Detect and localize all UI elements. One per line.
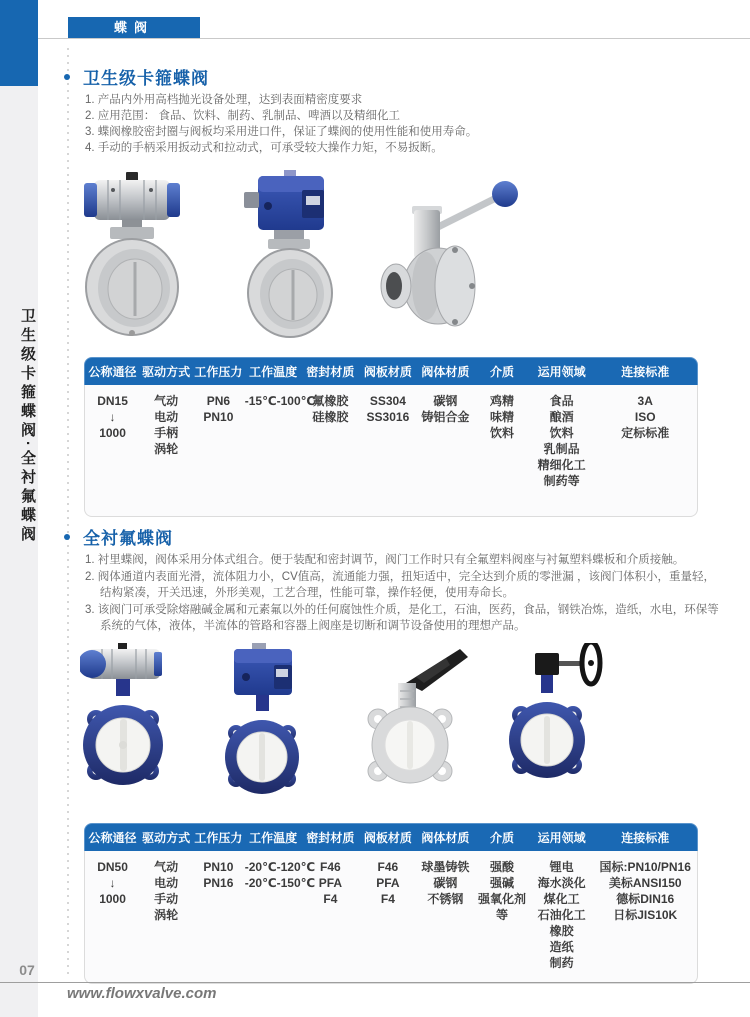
section1-features [85,92,685,156]
table-cell: F46 PFA F4 [318,860,343,906]
table-cell: DN50 ↓ 1000 [97,860,128,906]
table-cell: 强酸 强碱 强氧化剂等 [478,860,527,922]
table-cell: 国标:PN10/PN16 美标ANSI150 德标DIN16 日标JIS10K [599,860,691,922]
section1-head [64,64,209,89]
table-header-cell: 公称通径 [88,365,137,379]
table-header-cell: 连接标准 [621,831,670,845]
table-header-cell: 阀体材质 [421,831,470,845]
table-cell: 3A ISO 定标标准 [621,394,670,440]
table-cell: 食品 酿酒 饮料 乳制品 精细化工 制药等 [537,394,586,488]
table-cell: 球墨铸铁 碳钢 不锈钢 [421,860,470,906]
table-header-cell: 运用领域 [537,831,586,845]
table-header-cell: 驱动方式 [142,365,191,379]
feature-item: 3. 该阀门可承受除熔融碱金属和元素氟以外的任何腐蚀性介质，是化工，石油，医药，食品，钢铁冶炼，造纸，水电，环保等系统的气体，液体，半流体的管路和容器上阀座是切断和调节设备使用的理想产品。 [85,603,719,632]
electric-sanitary-clamp-valve-image [238,166,343,338]
table-header-cell: 介质 [490,831,515,845]
table-cell: 氟橡胶 硅橡胶 [312,394,349,424]
table-header-cell: 工作压力 [194,365,243,379]
bullet-icon [64,534,70,540]
table-body-row [84,851,698,984]
feature-item: 2. 阀体通道内表面光滑，流体阻力小，CV值高，流通能力强，扭矩适中，完全达到介质的零泄漏 ，该阀门体积小，重量轻，结构紧凑，开关迅速，外形美观，工艺合理，性能可靠，操作轻便，使用寿命长。 [85,570,715,599]
feature-item: 1. 产品内外用高档抛光设备处理，达到表面精密度要求 [85,94,363,106]
table-header-row [84,823,698,851]
table-header-row [84,357,698,385]
table-header-cell: 连接标准 [621,365,670,379]
table-header-cell: 密封材质 [306,365,355,379]
table-cell: 鸡精 味精 饮料 [490,394,515,440]
table-cell: 气动 电动 手动 涡轮 [154,860,179,922]
header-divider [38,38,750,39]
table-header-cell: 工作温度 [249,831,298,845]
pneumatic-wafer-valve-image [80,641,172,799]
feature-item: 3. 蝶阀橡胶密封圈与阀板均采用进口件，保证了蝶阀的使用性能和使用寿命。 [85,126,478,138]
table-header-cell: 阀板材质 [363,831,412,845]
table-cell: PN10 PN16 [203,860,234,890]
manual-sanitary-clamp-valve-image [358,180,523,340]
sidebar-corner-block [0,0,38,86]
manual-lever-stainless-wafer-valve-image [360,643,472,795]
table-cell: -15℃-100℃ [244,394,316,408]
table-header-cell: 驱动方式 [142,831,191,845]
feature-item: 2. 应用范围： 食品、饮料、制药、乳制品、啤酒以及精细化工 [85,110,400,122]
electric-wafer-valve-image [222,641,304,799]
footer-divider [0,982,750,983]
page-number: 07 [19,962,35,978]
page-tab: 蝶阀 [68,17,200,38]
worm-gear-wafer-valve-image [505,643,615,793]
feature-item: 4. 手动的手柄采用扳动式和拉动式，可承受较大操作力矩，不易扳断。 [85,142,443,154]
table-body-row [84,385,698,517]
table-header-cell: 工作温度 [249,365,298,379]
table-header-cell: 阀板材质 [363,365,412,379]
table-header-cell: 阀体材质 [421,365,470,379]
table-cell: -20℃-120℃ -20℃-150℃ [244,860,316,890]
website-link[interactable]: www.flowxvalve.com [67,985,217,1002]
table-cell: 气动 电动 手柄 涡轮 [154,394,179,456]
section2-spec-table [84,823,698,984]
table-cell: SS304 SS3016 [366,394,410,424]
table-header-cell: 介质 [490,365,515,379]
table-cell: F46 PFA F4 [376,860,400,906]
table-cell: DN15 ↓ 1000 [97,394,128,440]
section2-features [85,552,725,635]
pneumatic-sanitary-clamp-valve-image [82,166,182,338]
table-header-cell: 工作压力 [194,831,243,845]
dotted-guide-line [67,48,69,975]
table-header-cell: 密封材质 [306,831,355,845]
table-header-cell: 运用领域 [537,365,586,379]
section1-spec-table [84,357,698,517]
bullet-icon [64,74,70,80]
table-header-cell: 公称通径 [88,831,137,845]
table-cell: PN6 PN10 [203,394,234,424]
table-cell: 锂电 海水淡化 煤化工 石油化工 橡胶 造纸 制药 [537,860,586,970]
section1-title: 卫生级卡箍蝶阀 [83,69,209,88]
section2-title: 全衬氟蝶阀 [83,529,173,548]
table-cell: 碳钢 铸铝合金 [421,394,470,424]
feature-item: 1. 衬里蝶阀，阀体采用分体式组合。便于装配和密封调节，阀门工作时只有全氟塑料阀座与衬氟塑料蝶板和介质接触。 [85,554,685,566]
sidebar-vertical-title: 卫生级卡箍蝶阀·全衬氟蝶阀 [19,308,36,545]
section2-head [64,524,173,549]
